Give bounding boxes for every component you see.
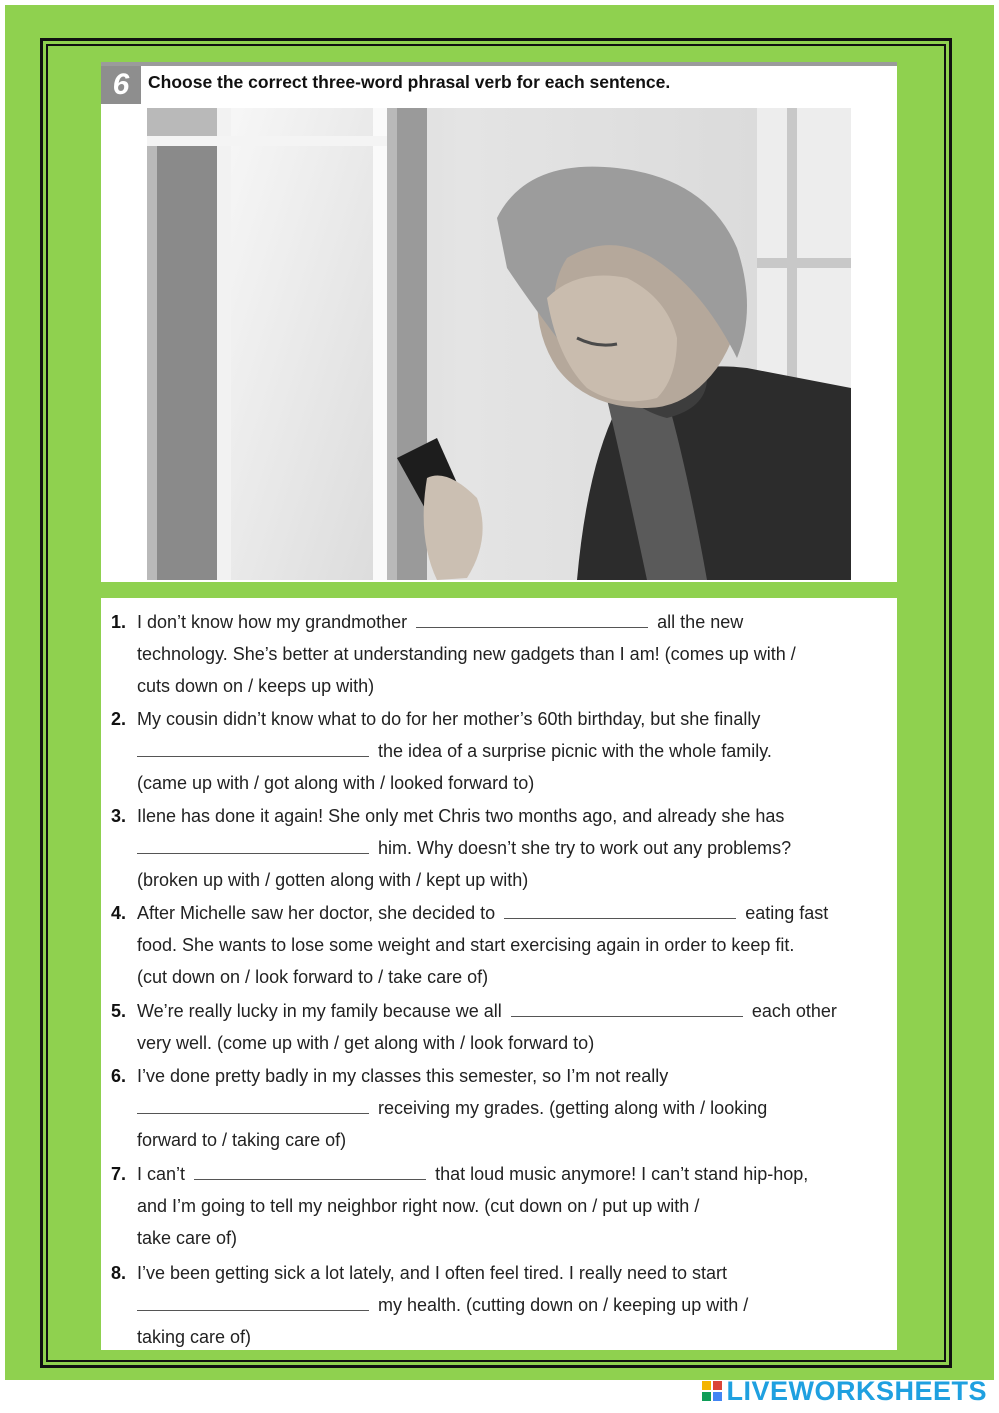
task-instruction: Choose the correct three-word phrasal verb for each sentence. xyxy=(148,72,671,92)
liveworksheets-footer xyxy=(702,1374,987,1408)
question-text: I’ve done pretty badly in my classes this semester, so I’m not really xyxy=(137,1066,669,1086)
question-text: him. Why doesn’t she try to work out any problems? xyxy=(378,838,792,858)
question-4 xyxy=(111,897,881,993)
question-7 xyxy=(111,1158,881,1254)
question-text: My cousin didn’t know what to do for her mother’s 60th birthday, but she finally xyxy=(137,709,761,729)
question-number: 2. xyxy=(111,709,127,729)
question-number: 6. xyxy=(111,1066,127,1086)
task-header xyxy=(101,62,897,104)
answer-blank-7[interactable] xyxy=(194,1159,426,1180)
question-text: the idea of a surprise picnic with the whole family. xyxy=(378,741,772,761)
question-text: that loud music anymore! I can’t stand hip-hop, xyxy=(435,1164,809,1184)
answer-blank-8[interactable] xyxy=(137,1290,369,1311)
question-text: eating fast xyxy=(745,903,829,923)
question-5 xyxy=(111,995,881,1059)
question-text: We’re really lucky in my family because we all xyxy=(137,1001,502,1021)
question-options: cuts down on / keeps up with) xyxy=(137,676,375,696)
question-options: (cut down on / look forward to / take care of) xyxy=(137,967,489,987)
question-options: take care of) xyxy=(137,1228,238,1248)
answer-blank-1[interactable] xyxy=(416,607,648,628)
question-text: I can’t xyxy=(137,1164,186,1184)
question-options: (came up with / got along with / looked forward to) xyxy=(137,773,535,793)
brand-name[interactable]: LIVEWORKSHEETS xyxy=(726,1375,987,1406)
question-1 xyxy=(111,606,881,702)
liveworksheets-logo-icon xyxy=(702,1381,722,1401)
question-options: forward to / taking care of) xyxy=(137,1130,347,1150)
question-number: 7. xyxy=(111,1164,127,1184)
question-text: food. She wants to lose some weight and start exercising again in order to keep fit. xyxy=(137,935,795,955)
question-3 xyxy=(111,800,881,896)
woman-with-phone-image xyxy=(147,108,851,580)
answer-blank-3[interactable] xyxy=(137,833,369,854)
question-options: taking care of) xyxy=(137,1327,252,1347)
question-text: and I’m going to tell my neighbor right now. (cut down on / put up with / xyxy=(137,1196,700,1216)
question-number: 4. xyxy=(111,903,127,923)
question-text: I don’t know how my grandmother xyxy=(137,612,408,632)
photo-panel xyxy=(101,104,897,582)
question-text: receiving my grades. (getting along with / looking xyxy=(378,1098,768,1118)
question-text: all the new xyxy=(657,612,744,632)
header-rule xyxy=(101,62,897,66)
question-number: 3. xyxy=(111,806,127,826)
question-options: (broken up with / gotten along with / kept up with) xyxy=(137,870,529,890)
answer-blank-2[interactable] xyxy=(137,736,369,757)
question-text: technology. She’s better at understanding new gadgets than I am! (comes up with / xyxy=(137,644,796,664)
answer-blank-5[interactable] xyxy=(511,996,743,1017)
question-text: each other xyxy=(751,1001,837,1021)
question-number: 8. xyxy=(111,1263,127,1283)
question-8 xyxy=(111,1257,881,1353)
question-text: my health. (cutting down on / keeping up with / xyxy=(378,1295,749,1315)
task-number: 6 xyxy=(101,66,141,104)
answer-blank-6[interactable] xyxy=(137,1093,369,1114)
question-text: Ilene has done it again! She only met Chris two months ago, and already she has xyxy=(137,806,785,826)
question-text: I’ve been getting sick a lot lately, and I often feel tired. I really need to start xyxy=(137,1263,728,1283)
exercise-panel xyxy=(101,598,897,1350)
answer-blank-4[interactable] xyxy=(504,898,736,919)
question-text: After Michelle saw her doctor, she decided to xyxy=(137,903,496,923)
question-6 xyxy=(111,1060,881,1156)
question-2 xyxy=(111,703,881,799)
question-options: very well. (come up with / get along with / look forward to) xyxy=(137,1033,595,1053)
question-number: 5. xyxy=(111,1001,127,1021)
question-number: 1. xyxy=(111,612,127,632)
